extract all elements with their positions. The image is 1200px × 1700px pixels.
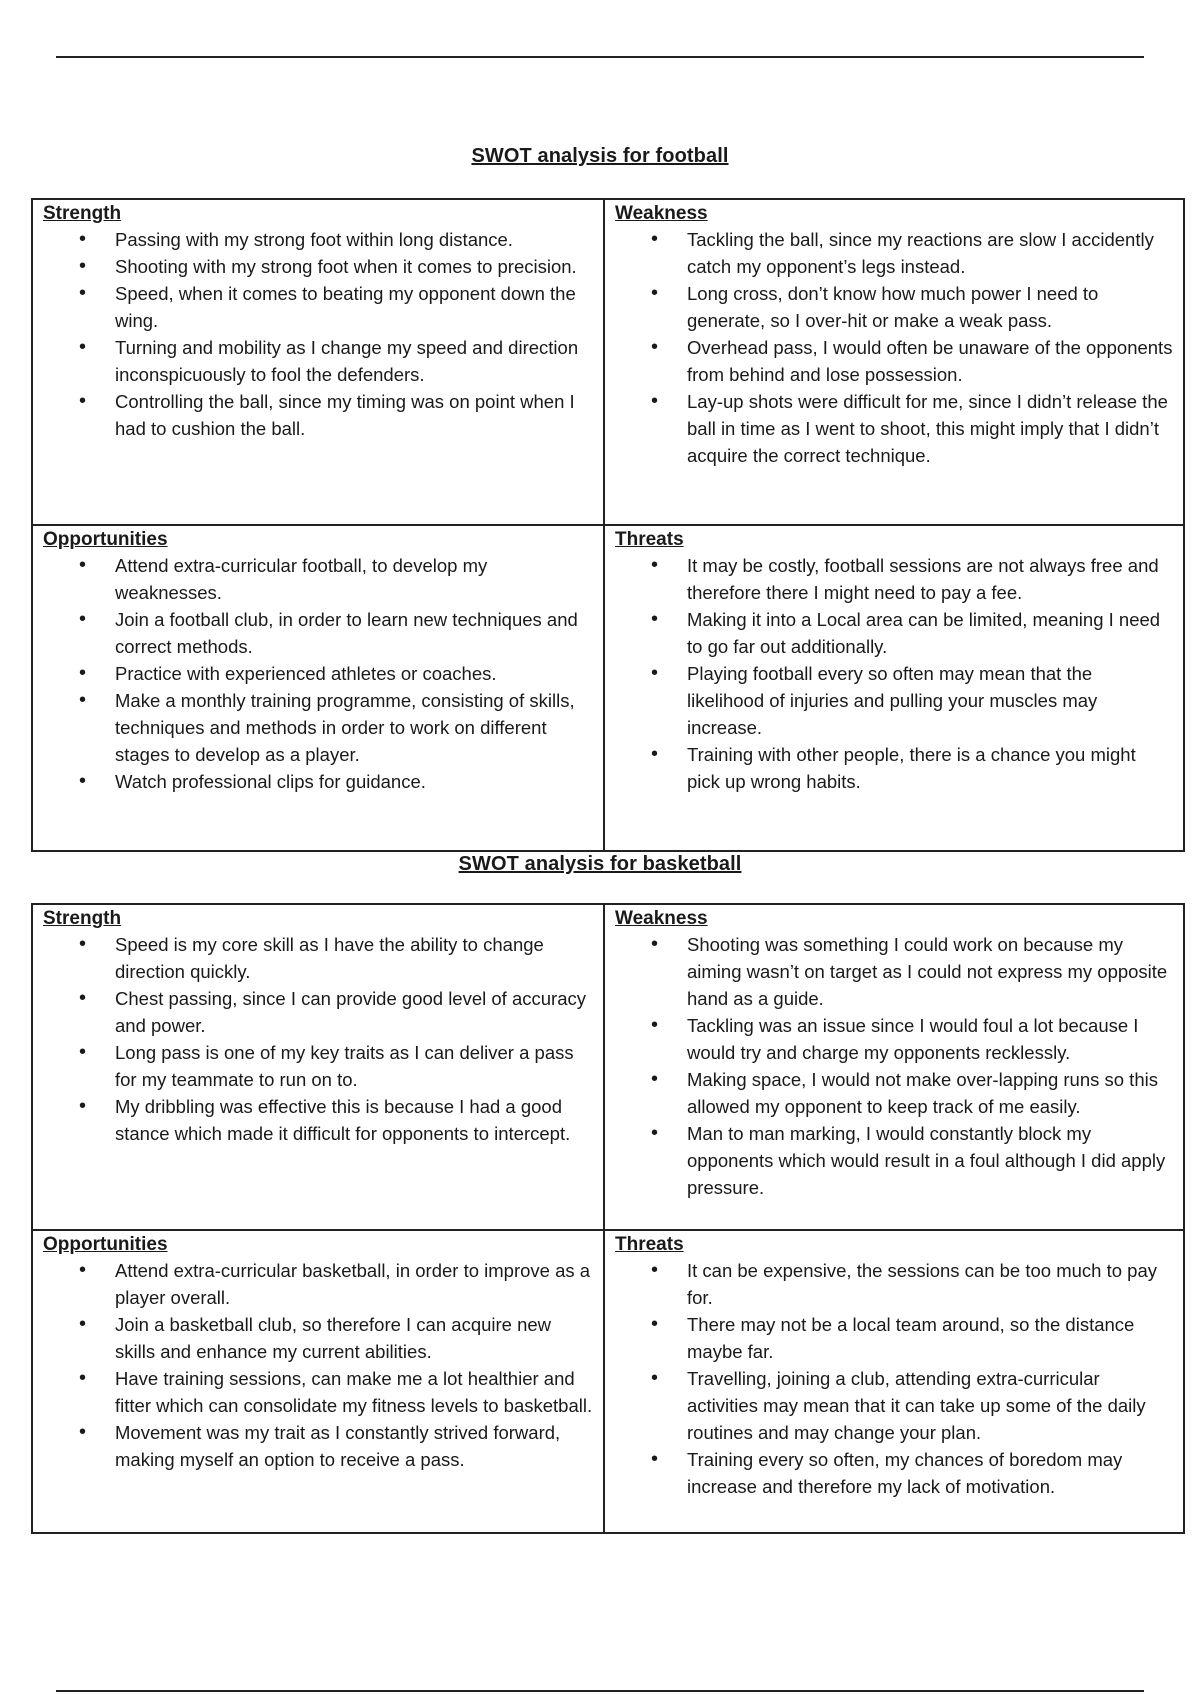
football-threats-cell	[604, 525, 1184, 851]
football-weakness-list	[615, 226, 1173, 469]
list-item: • My dribbling was effective this is because I had a good stance which made it difficult for opponents to intercept.	[115, 1093, 593, 1147]
basketball-weakness-cell	[604, 904, 1184, 1230]
basketball-opportunities-cell	[32, 1230, 604, 1533]
list-item: • Speed, when it comes to beating my opponent down the wing.	[115, 280, 593, 334]
list-item: • Practice with experienced athletes or coaches.	[115, 660, 593, 687]
list-item: • Making space, I would not make over-lapping runs so this allowed my opponent to keep track of me easily.	[687, 1066, 1173, 1120]
basketball-threats-cell	[604, 1230, 1184, 1533]
football-opportunities-heading: Opportunities	[43, 529, 168, 550]
list-item: • Travelling, joining a club, attending extra-curricular activities may mean that it can take up some of the daily routines and may change your plan.	[687, 1365, 1173, 1446]
list-item: • Join a basketball club, so therefore I can acquire new skills and enhance my current abilities.	[115, 1311, 593, 1365]
basketball-strength-cell	[32, 904, 604, 1230]
list-item: • Long pass is one of my key traits as I can deliver a pass for my teammate to run on to.	[115, 1039, 593, 1093]
football-opportunities-cell	[32, 525, 604, 851]
basketball-threats-list	[615, 1257, 1173, 1500]
list-item: • Attend extra-curricular basketball, in order to improve as a player overall.	[115, 1257, 593, 1311]
list-item: • Join a football club, in order to learn new techniques and correct methods.	[115, 606, 593, 660]
basketball-opportunities-heading: Opportunities	[43, 1234, 168, 1255]
footer-rule	[56, 1690, 1144, 1692]
basketball-weakness-heading: Weakness	[615, 908, 708, 929]
list-item: • Training every so often, my chances of boredom may increase and therefore my lack of motivation.	[687, 1446, 1173, 1500]
list-item: • Turning and mobility as I change my speed and direction inconspicuously to fool the defenders.	[115, 334, 593, 388]
football-strength-heading: Strength	[43, 203, 122, 224]
list-item: • Watch professional clips for guidance.	[115, 768, 593, 795]
list-item: • Tackling was an issue since I would foul a lot because I would try and charge my opponents recklessly.	[687, 1012, 1173, 1066]
basketball-weakness-list	[615, 931, 1173, 1201]
football-strength-list	[43, 226, 593, 442]
list-item: • Shooting was something I could work on because my aiming wasn’t on target as I could not express my opposite hand as a guide.	[687, 931, 1173, 1012]
football-strength-cell	[32, 199, 604, 525]
basketball-swot-table	[31, 903, 1185, 1534]
header-rule	[56, 56, 1144, 58]
list-item: • Long cross, don’t know how much power I need to generate, so I over-hit or make a weak pass.	[687, 280, 1173, 334]
list-item: • It can be expensive, the sessions can be too much to pay for.	[687, 1257, 1173, 1311]
football-threats-heading: Threats	[615, 529, 684, 550]
football-swot-title: SWOT analysis for football	[471, 145, 729, 167]
list-item: • Have training sessions, can make me a lot healthier and fitter which can consolidate my fitness levels to basketball.	[115, 1365, 593, 1419]
basketball-opportunities-list	[43, 1257, 593, 1473]
list-item: • Chest passing, since I can provide good level of accuracy and power.	[115, 985, 593, 1039]
list-item: • Controlling the ball, since my timing was on point when I had to cushion the ball.	[115, 388, 593, 442]
list-item: • There may not be a local team around, so the distance maybe far.	[687, 1311, 1173, 1365]
list-item: • Attend extra-curricular football, to develop my weaknesses.	[115, 552, 593, 606]
basketball-strength-heading: Strength	[43, 908, 122, 929]
list-item: • Tackling the ball, since my reactions are slow I accidently catch my opponent’s legs instead.	[687, 226, 1173, 280]
list-item: • Passing with my strong foot within long distance.	[115, 226, 593, 253]
list-item: • Speed is my core skill as I have the ability to change direction quickly.	[115, 931, 593, 985]
list-item: • It may be costly, football sessions are not always free and therefore there I might need to pay a fee.	[687, 552, 1173, 606]
list-item: • Playing football every so often may mean that the likelihood of injuries and pulling your muscles may increase.	[687, 660, 1173, 741]
football-weakness-heading: Weakness	[615, 203, 708, 224]
list-item: • Lay-up shots were difficult for me, since I didn’t release the ball in time as I went to shoot, this might imply that I didn’t acquire the correct technique.	[687, 388, 1173, 469]
football-threats-list	[615, 552, 1173, 795]
list-item: • Make a monthly training programme, consisting of skills, techniques and methods in order to work on different stages to develop as a player.	[115, 687, 593, 768]
football-opportunities-list	[43, 552, 593, 795]
basketball-threats-heading: Threats	[615, 1234, 684, 1255]
football-swot-table	[31, 198, 1185, 852]
list-item: • Making it into a Local area can be limited, meaning I need to go far out additionally.	[687, 606, 1173, 660]
list-item: • Overhead pass, I would often be unaware of the opponents from behind and lose possession.	[687, 334, 1173, 388]
list-item: • Man to man marking, I would constantly block my opponents which would result in a foul although I did apply pressure.	[687, 1120, 1173, 1201]
football-weakness-cell	[604, 199, 1184, 525]
basketball-swot-title: SWOT analysis for basketball	[458, 853, 742, 875]
list-item: • Movement was my trait as I constantly strived forward, making myself an option to receive a pass.	[115, 1419, 593, 1473]
list-item: • Shooting with my strong foot when it comes to precision.	[115, 253, 593, 280]
basketball-strength-list	[43, 931, 593, 1147]
list-item: • Training with other people, there is a chance you might pick up wrong habits.	[687, 741, 1173, 795]
